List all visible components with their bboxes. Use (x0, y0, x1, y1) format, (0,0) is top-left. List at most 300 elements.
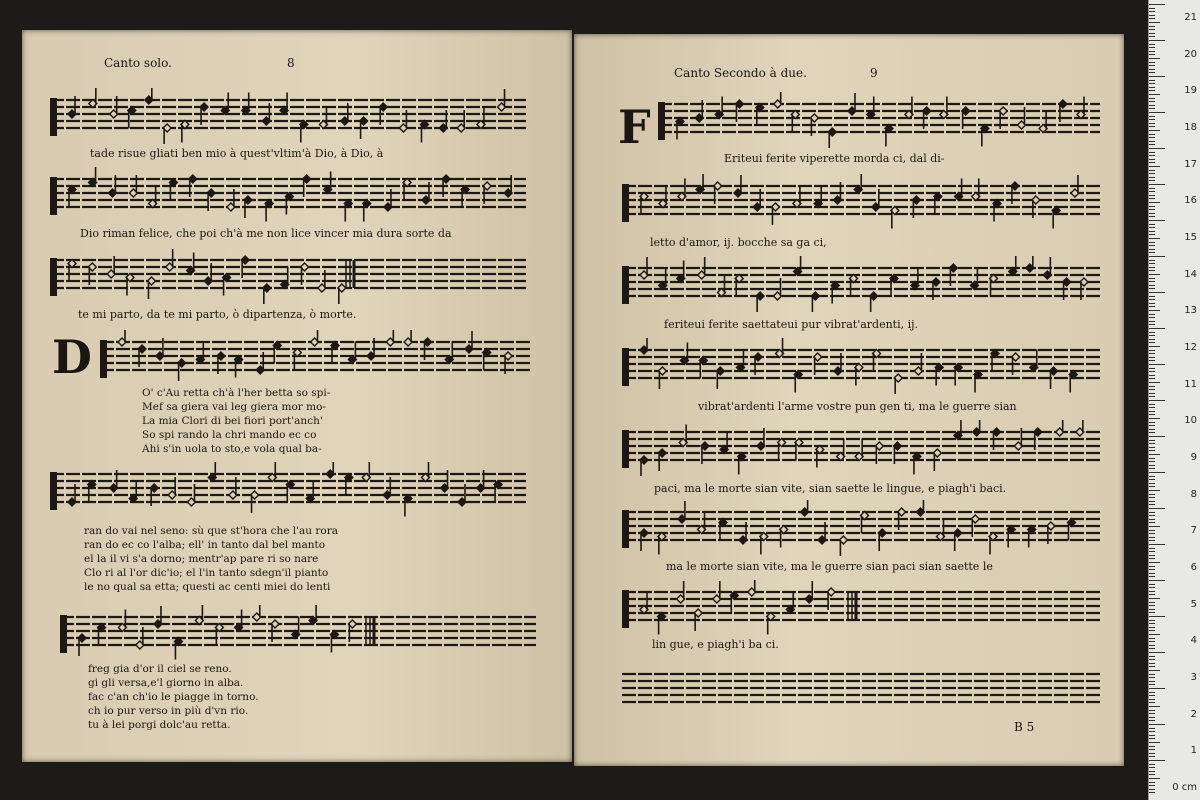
verse-line: gi gli versa,e'l giorno in alba. (88, 677, 244, 689)
music-staff (46, 462, 530, 518)
verse-line: Ahi s'in uola to sto,e vola qual ba- (142, 443, 322, 455)
ruler-tick (1149, 490, 1160, 491)
ruler-label: 13 (1184, 305, 1197, 317)
ruler-tick (1149, 681, 1155, 682)
ruler-tick (1149, 702, 1155, 703)
left-page-header: Canto solo. (104, 56, 172, 70)
ruler-label: 12 (1184, 342, 1197, 353)
ruler-tick (1149, 789, 1155, 790)
ruler-tick (1149, 454, 1160, 455)
ruler-tick (1149, 350, 1155, 351)
lyric-line: lin gue, e piagh'i ba ci. (652, 638, 779, 651)
clef-mark (100, 340, 107, 378)
verse-line: O' c'Au retta ch'à l'her betta so spi- (142, 387, 331, 399)
ruler-tick (1149, 346, 1160, 347)
ruler-label: 8 (1190, 488, 1197, 500)
clef-mark (622, 510, 629, 548)
staff-drawing (96, 330, 536, 386)
ruler-tick (1149, 512, 1155, 513)
ruler-tick (1149, 324, 1155, 325)
verse-line: freg gia d'or il ciel se reno. (88, 663, 232, 675)
ruler-tick (1149, 569, 1155, 570)
ruler-tick (1149, 432, 1155, 433)
ruler-tick (1149, 256, 1165, 257)
ruler-tick (1149, 87, 1155, 88)
ruler-tick (1149, 314, 1155, 315)
ruler-tick (1149, 620, 1155, 621)
ruler-tick (1149, 108, 1155, 109)
ruler-tick (1149, 299, 1155, 300)
ruler-tick (1149, 767, 1155, 768)
ruler-tick (1149, 249, 1155, 250)
ruler-tick (1149, 519, 1155, 520)
ruler-tick (1149, 242, 1155, 243)
music-staff (618, 580, 1104, 636)
ruler-tick (1149, 735, 1155, 736)
ruler-tick (1149, 587, 1155, 588)
ruler-tick (1149, 674, 1155, 675)
ruler-label: 0 cm (1172, 782, 1197, 793)
ruler-tick (1149, 508, 1165, 509)
ruler-tick (1149, 342, 1155, 343)
ruler-tick (1149, 612, 1155, 613)
ruler-label: 20 (1184, 48, 1197, 60)
ruler-tick (1149, 281, 1155, 282)
ruler-tick (1149, 270, 1155, 271)
right-page-number: 9 (870, 66, 878, 80)
verse-line: Clo ri al l'or dic'io; el l'in tanto sdegn'il pianto (84, 567, 329, 579)
ruler-label: 18 (1184, 122, 1197, 133)
ruler-tick (1149, 638, 1155, 639)
ruler-tick (1149, 112, 1165, 113)
lyric-line: Dio riman felice, che poi ch'à me non lice vincer mia dura sorte da (80, 227, 452, 240)
ruler-label: 1 (1190, 745, 1197, 757)
music-staff (618, 174, 1104, 230)
ruler-tick (1149, 598, 1160, 599)
ruler-tick (1149, 443, 1155, 444)
ruler-tick (1149, 252, 1155, 253)
ruler-tick (1149, 332, 1155, 333)
ruler-tick (1149, 670, 1160, 671)
staff-drawing (46, 462, 530, 518)
decorated-initial: F (618, 100, 651, 154)
ruler-tick (1149, 130, 1160, 131)
ruler-tick (1149, 540, 1155, 541)
left-page (22, 30, 572, 762)
ruler-tick (1149, 479, 1155, 480)
ruler-tick (1149, 188, 1155, 189)
ruler-tick (1149, 425, 1155, 426)
ruler-tick (1149, 105, 1155, 106)
ruler-tick (1149, 306, 1155, 307)
ruler-tick (1149, 609, 1155, 610)
ruler-tick (1149, 605, 1155, 606)
staff-drawing (618, 500, 1104, 556)
ruler-tick (1149, 152, 1155, 153)
ruler-tick (1149, 476, 1155, 477)
ruler-tick (1149, 746, 1155, 747)
music-staff (46, 248, 530, 304)
ruler-tick (1149, 310, 1160, 311)
ruler-tick (1149, 231, 1155, 232)
ruler-tick (1149, 537, 1155, 538)
ruler-tick (1149, 58, 1160, 59)
ruler-tick (1149, 364, 1165, 365)
ruler-tick (1149, 450, 1155, 451)
ruler-tick (1149, 494, 1155, 495)
clef-mark (658, 102, 665, 140)
ruler-label: 16 (1184, 195, 1197, 207)
ruler-tick (1149, 573, 1155, 574)
ruler-tick (1149, 234, 1155, 235)
verse-block (84, 524, 338, 594)
ruler-tick (1149, 18, 1155, 19)
lyric-line: tade risue gliati ben mio à quest'vltim'à Dio, à Dio, à (90, 147, 384, 160)
ruler-tick (1149, 353, 1155, 354)
ruler-tick (1149, 584, 1155, 585)
ruler-tick (1149, 368, 1155, 369)
ruler-tick (1149, 594, 1155, 595)
ruler-tick (1149, 65, 1155, 66)
verse-line: tu à lei porgi dolc'au retta. (88, 719, 231, 731)
ruler-tick (1149, 782, 1155, 783)
music-staff (618, 500, 1104, 556)
ruler-tick (1149, 400, 1165, 401)
ruler-tick (1149, 692, 1155, 693)
ruler-tick (1149, 195, 1155, 196)
clef-mark (622, 430, 629, 468)
ruler-tick (1149, 119, 1155, 120)
ruler-tick (1149, 335, 1155, 336)
ruler-tick (1149, 663, 1155, 664)
ruler-tick (1149, 303, 1155, 304)
ruler-tick (1149, 166, 1160, 167)
ruler-tick (1149, 317, 1155, 318)
verse-line: ch io pur verso in più d'vn rio. (88, 705, 249, 717)
ruler-tick (1149, 411, 1155, 412)
music-staff (56, 605, 540, 661)
staff-drawing (654, 92, 1104, 148)
staff-drawing (618, 338, 1104, 394)
ruler-tick (1149, 468, 1155, 469)
ruler-tick (1149, 40, 1165, 41)
ruler-tick (1149, 576, 1155, 577)
ruler-label: 7 (1190, 525, 1197, 537)
lyric-line: ma le morte sian vite, ma le guerre sian paci sian saette le (666, 560, 993, 573)
ruler-tick (1149, 749, 1155, 750)
ruler-label: 2 (1190, 708, 1197, 720)
ruler-tick (1149, 98, 1155, 99)
staff-drawing (46, 167, 530, 223)
ruler-tick (1149, 710, 1155, 711)
ruler-tick (1149, 648, 1155, 649)
ruler-tick (1149, 792, 1155, 793)
ruler-tick (1149, 742, 1160, 743)
verse-line: le no qual sa etta; questi ac centi miei do lenti (84, 581, 331, 593)
ruler-tick (1149, 245, 1155, 246)
ruler-tick (1149, 602, 1155, 603)
ruler-tick (1149, 422, 1155, 423)
clef-mark (622, 266, 629, 304)
ruler-tick (1149, 760, 1165, 761)
ruler-tick (1149, 69, 1155, 70)
ruler-tick (1149, 83, 1155, 84)
ruler-tick (1149, 22, 1160, 23)
ruler-tick (1149, 526, 1160, 527)
ruler-tick (1149, 191, 1155, 192)
ruler-tick (1149, 72, 1155, 73)
verse-block (142, 386, 330, 456)
music-staff (618, 338, 1104, 394)
ruler-tick (1149, 382, 1160, 383)
ruler-tick (1149, 630, 1155, 631)
ruler-tick (1149, 566, 1155, 567)
ruler-tick (1149, 173, 1155, 174)
ruler-tick (1149, 558, 1155, 559)
ruler-tick (1149, 184, 1165, 185)
ruler-tick (1149, 447, 1155, 448)
ruler-tick (1149, 580, 1165, 581)
ruler-tick (1149, 522, 1155, 523)
ruler-tick (1149, 80, 1155, 81)
verse-line: fac c'an ch'io le piagge in torno. (88, 691, 259, 703)
ruler-tick (1149, 198, 1155, 199)
ruler-tick (1149, 465, 1155, 466)
verse-line: Mef sa giera vai leg giera mor mo- (142, 401, 326, 413)
staff-drawing (56, 605, 540, 661)
ruler-tick (1149, 267, 1155, 268)
ruler-label: 4 (1190, 635, 1197, 647)
ruler-tick (1149, 90, 1155, 91)
ruler-tick (1149, 774, 1155, 775)
ruler-tick (1149, 695, 1155, 696)
ruler-tick (1149, 436, 1165, 437)
verse-line: ran do ec co l'alba; ell' in tanto dal bel manto (84, 539, 326, 551)
ruler-tick (1149, 404, 1155, 405)
ruler-tick (1149, 224, 1155, 225)
ruler-tick (1149, 26, 1155, 27)
verse-line: La mia Clori di bei fiori port'anch' (142, 415, 323, 427)
ruler-tick (1149, 328, 1165, 329)
verse-line: So spi rando la chri mando ec co (142, 429, 317, 441)
ruler-tick (1149, 418, 1160, 419)
clef-mark (622, 590, 629, 628)
ruler-tick (1149, 497, 1155, 498)
ruler-label: 15 (1184, 232, 1197, 243)
staff-drawing (618, 420, 1104, 476)
music-staff (618, 256, 1104, 312)
staff-drawing (46, 88, 530, 144)
ruler-label: 5 (1190, 598, 1197, 610)
ruler-tick (1149, 656, 1155, 657)
staff-drawing (618, 662, 1104, 710)
ruler-tick (1149, 141, 1155, 142)
ruler-tick (1149, 375, 1155, 376)
ruler-tick (1149, 720, 1155, 721)
ruler-tick (1149, 274, 1160, 275)
ruler-tick (1149, 393, 1155, 394)
ruler-tick (1149, 753, 1155, 754)
clef-mark (50, 258, 57, 296)
clef-mark (50, 98, 57, 136)
ruler-tick (1149, 461, 1155, 462)
ruler-tick (1149, 778, 1160, 779)
staff-drawing (46, 248, 530, 304)
ruler-tick (1149, 407, 1155, 408)
ruler-tick (1149, 51, 1155, 52)
staff-drawing (618, 580, 1104, 636)
ruler-tick (1149, 11, 1155, 12)
lyric-line: Eriteui ferite viperette morda ci, dal di- (724, 152, 945, 165)
ruler-tick (1149, 616, 1165, 617)
ruler-tick (1149, 627, 1155, 628)
ruler-tick (1149, 62, 1155, 63)
ruler-tick (1149, 357, 1155, 358)
ruler-tick (1149, 483, 1155, 484)
music-staff (654, 92, 1104, 148)
signature-mark: B 5 (1014, 720, 1035, 734)
ruler-tick (1149, 731, 1155, 732)
right-page (574, 34, 1124, 766)
ruler-tick (1149, 414, 1155, 415)
ruler-tick (1149, 288, 1155, 289)
music-staff (96, 330, 536, 386)
ruler-tick (1149, 684, 1155, 685)
ruler-tick (1149, 15, 1155, 16)
decorated-initial: D (52, 330, 92, 384)
ruler-tick (1149, 126, 1155, 127)
ruler-tick (1149, 202, 1160, 203)
ruler-tick (1149, 666, 1155, 667)
ruler-label: 3 (1190, 672, 1197, 683)
ruler-tick (1149, 634, 1160, 635)
clef-mark (50, 472, 57, 510)
ruler-tick (1149, 458, 1155, 459)
ruler-tick (1149, 378, 1155, 379)
verse-block (88, 662, 259, 732)
ruler-tick (1149, 170, 1155, 171)
clef-mark (622, 348, 629, 386)
ruler-tick (1149, 504, 1155, 505)
ruler-tick (1149, 177, 1155, 178)
ruler-tick (1149, 94, 1160, 95)
staff-drawing (618, 174, 1104, 230)
ruler-tick (1149, 263, 1155, 264)
clef-mark (60, 615, 67, 653)
ruler-label: 6 (1190, 562, 1197, 573)
ruler-tick (1149, 155, 1155, 156)
music-staff (46, 88, 530, 144)
ruler-tick (1149, 371, 1155, 372)
ruler-label: 17 (1184, 158, 1197, 170)
ruler-tick (1149, 396, 1155, 397)
ruler-tick (1149, 123, 1155, 124)
ruler-tick (1149, 36, 1155, 37)
ruler-tick (1149, 641, 1155, 642)
lyric-line: vibrat'ardenti l'arme vostre pun gen ti, ma le guerre sian (698, 400, 1017, 413)
ruler-tick (1149, 296, 1155, 297)
ruler-tick (1149, 144, 1155, 145)
empty-staff (618, 662, 1104, 710)
ruler-tick (1149, 134, 1155, 135)
ruler-tick (1149, 47, 1155, 48)
ruler-tick (1149, 548, 1155, 549)
ruler-tick (1149, 756, 1155, 757)
ruler-tick (1149, 688, 1165, 689)
ruler-tick (1149, 159, 1155, 160)
ruler-tick (1149, 260, 1155, 261)
ruler-tick (1149, 101, 1155, 102)
verse-line: ran do vai nel seno: sù que st'hora che l'au rora (84, 525, 339, 537)
measuring-ruler (1148, 0, 1200, 800)
ruler-tick (1149, 440, 1155, 441)
ruler-tick (1149, 321, 1155, 322)
ruler-tick (1149, 389, 1155, 390)
music-staff (46, 167, 530, 223)
ruler-tick (1149, 486, 1155, 487)
ruler-tick (1149, 544, 1165, 545)
ruler-label: 9 (1190, 452, 1197, 463)
ruler-tick (1149, 738, 1155, 739)
ruler-tick (1149, 699, 1155, 700)
ruler-tick (1149, 706, 1160, 707)
ruler-tick (1149, 209, 1155, 210)
ruler-tick (1149, 292, 1165, 293)
ruler-tick (1149, 213, 1155, 214)
ruler-tick (1149, 8, 1155, 9)
clef-mark (50, 177, 57, 215)
ruler-tick (1149, 562, 1160, 563)
music-staff (618, 420, 1104, 476)
ruler-tick (1149, 771, 1155, 772)
ruler-tick (1149, 116, 1155, 117)
lyric-line: paci, ma le morte sian vite, sian saette le lingue, e piagh'i baci. (654, 482, 1007, 495)
staff-drawing (618, 256, 1104, 312)
ruler-tick (1149, 148, 1165, 149)
ruler-tick (1149, 206, 1155, 207)
ruler-tick (1149, 162, 1155, 163)
ruler-tick (1149, 501, 1155, 502)
ruler-tick (1149, 386, 1155, 387)
ruler-tick (1149, 591, 1155, 592)
ruler-tick (1149, 717, 1155, 718)
ruler-tick (1149, 429, 1155, 430)
ruler-tick (1149, 728, 1155, 729)
ruler-tick (1149, 472, 1165, 473)
verse-line: el la il vi s'a dorno; mentr'ap pare ri so nare (84, 553, 319, 565)
ruler-tick (1149, 555, 1155, 556)
ruler-tick (1149, 360, 1155, 361)
ruler-tick (1149, 220, 1165, 221)
ruler-tick (1149, 285, 1155, 286)
ruler-tick (1149, 713, 1155, 714)
ruler-tick (1149, 216, 1155, 217)
ruler-label: 21 (1184, 12, 1197, 23)
lyric-line: letto d'amor, ij. bocche sa ga ci, (650, 236, 827, 249)
ruler-tick (1149, 54, 1155, 55)
ruler-label: 14 (1184, 268, 1197, 280)
ruler-tick (1149, 533, 1155, 534)
ruler-tick (1149, 659, 1155, 660)
ruler-tick (1149, 29, 1155, 30)
ruler-tick (1149, 76, 1165, 77)
right-page-header: Canto Secondo à due. (674, 66, 807, 80)
ruler-tick (1149, 137, 1155, 138)
ruler-label: 10 (1184, 415, 1197, 427)
ruler-tick (1149, 515, 1155, 516)
ruler-tick (1149, 339, 1155, 340)
ruler-tick (1149, 44, 1155, 45)
